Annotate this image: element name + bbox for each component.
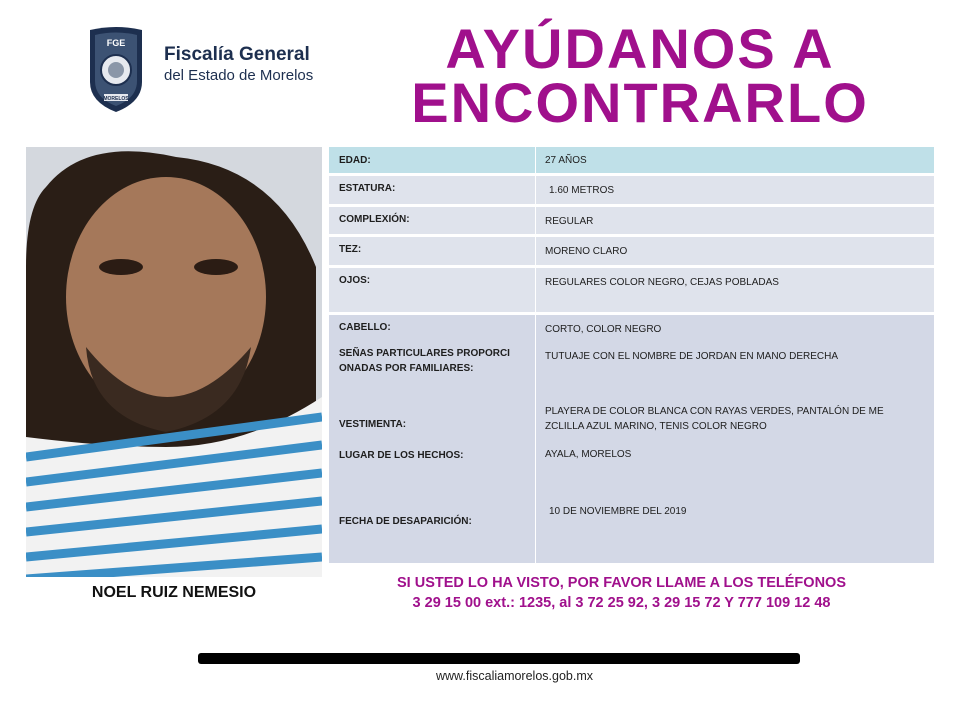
- ojos-value: REGULARES COLOR NEGRO, CEJAS POBLADAS: [545, 277, 779, 288]
- details-table: [329, 147, 934, 563]
- footer-divider-bar: [198, 653, 800, 664]
- senas-label-line2: ONADAS POR FAMILIARES:: [339, 363, 474, 374]
- senas-label-line1: SEÑAS PARTICULARES PROPORCI: [339, 348, 510, 359]
- lugar-value: AYALA, MORELOS: [545, 449, 632, 460]
- contact-line1: SI USTED LO HA VISTO, POR FAVOR LLAME A LOS TELÉFONOS: [397, 575, 846, 591]
- tez-value: MORENO CLARO: [545, 246, 628, 257]
- table-row: [329, 207, 934, 234]
- vestimenta-value-line1: PLAYERA DE COLOR BLANCA CON RAYAS VERDES, PANTALÓN DE ME: [545, 406, 884, 417]
- fecha-label: FECHA DE DESAPARICIÓN:: [339, 516, 472, 527]
- contact-message: [329, 573, 914, 613]
- headline-line2: ENCONTRARLO: [411, 71, 869, 134]
- column-divider: [535, 147, 536, 563]
- person-name: NOEL RUIZ NEMESIO: [91, 584, 257, 601]
- website-url: www.fiscaliamorelos.gob.mx: [436, 669, 593, 683]
- badge-footer: MORELOS: [103, 96, 129, 102]
- badge-text: FGE: [106, 38, 126, 48]
- fecha-value: 10 DE NOVIEMBRE DEL 2019: [549, 506, 687, 517]
- complexion-value: REGULAR: [545, 216, 594, 227]
- org-name-line2: del Estado de Morelos: [164, 67, 314, 84]
- headline: [380, 17, 900, 134]
- estatura-label: ESTATURA:: [339, 183, 396, 194]
- senas-value: TUTUAJE CON EL NOMBRE DE JORDAN EN MANO DERECHA: [545, 351, 838, 362]
- ojos-label: OJOS:: [339, 275, 371, 286]
- cabello-value: CORTO, COLOR NEGRO: [545, 324, 662, 335]
- estatura-value: 1.60 METROS: [549, 185, 615, 196]
- org-name-line1: Fiscalía General: [164, 44, 310, 65]
- table-row: [329, 237, 934, 265]
- fge-logo: [86, 24, 326, 116]
- vestimenta-label: VESTIMENTA:: [339, 419, 407, 430]
- contact-phones: 3 29 15 00 ext.: 1235, al 3 72 25 92, 3 29 15 72 Y 777 109 12 48: [412, 595, 831, 611]
- table-row: [329, 315, 934, 563]
- vestimenta-value-line2: ZCLILLA AZUL MARINO, TENIS COLOR NEGRO: [545, 421, 767, 432]
- org-name: [164, 44, 313, 85]
- headline-line1: AYÚDANOS A: [445, 17, 835, 80]
- cabello-label: CABELLO:: [339, 322, 391, 333]
- complexion-label: COMPLEXIÓN:: [339, 214, 410, 225]
- table-row: [329, 176, 934, 204]
- edad-value: 27 AÑOS: [545, 155, 587, 166]
- shield-badge-icon: [86, 24, 146, 114]
- table-row: [329, 147, 934, 173]
- edad-label: EDAD:: [339, 155, 371, 166]
- lugar-label: LUGAR DE LOS HECHOS:: [339, 450, 464, 461]
- tez-label: TEZ:: [339, 244, 362, 255]
- missing-person-photo: [26, 147, 322, 577]
- table-row: [329, 268, 934, 312]
